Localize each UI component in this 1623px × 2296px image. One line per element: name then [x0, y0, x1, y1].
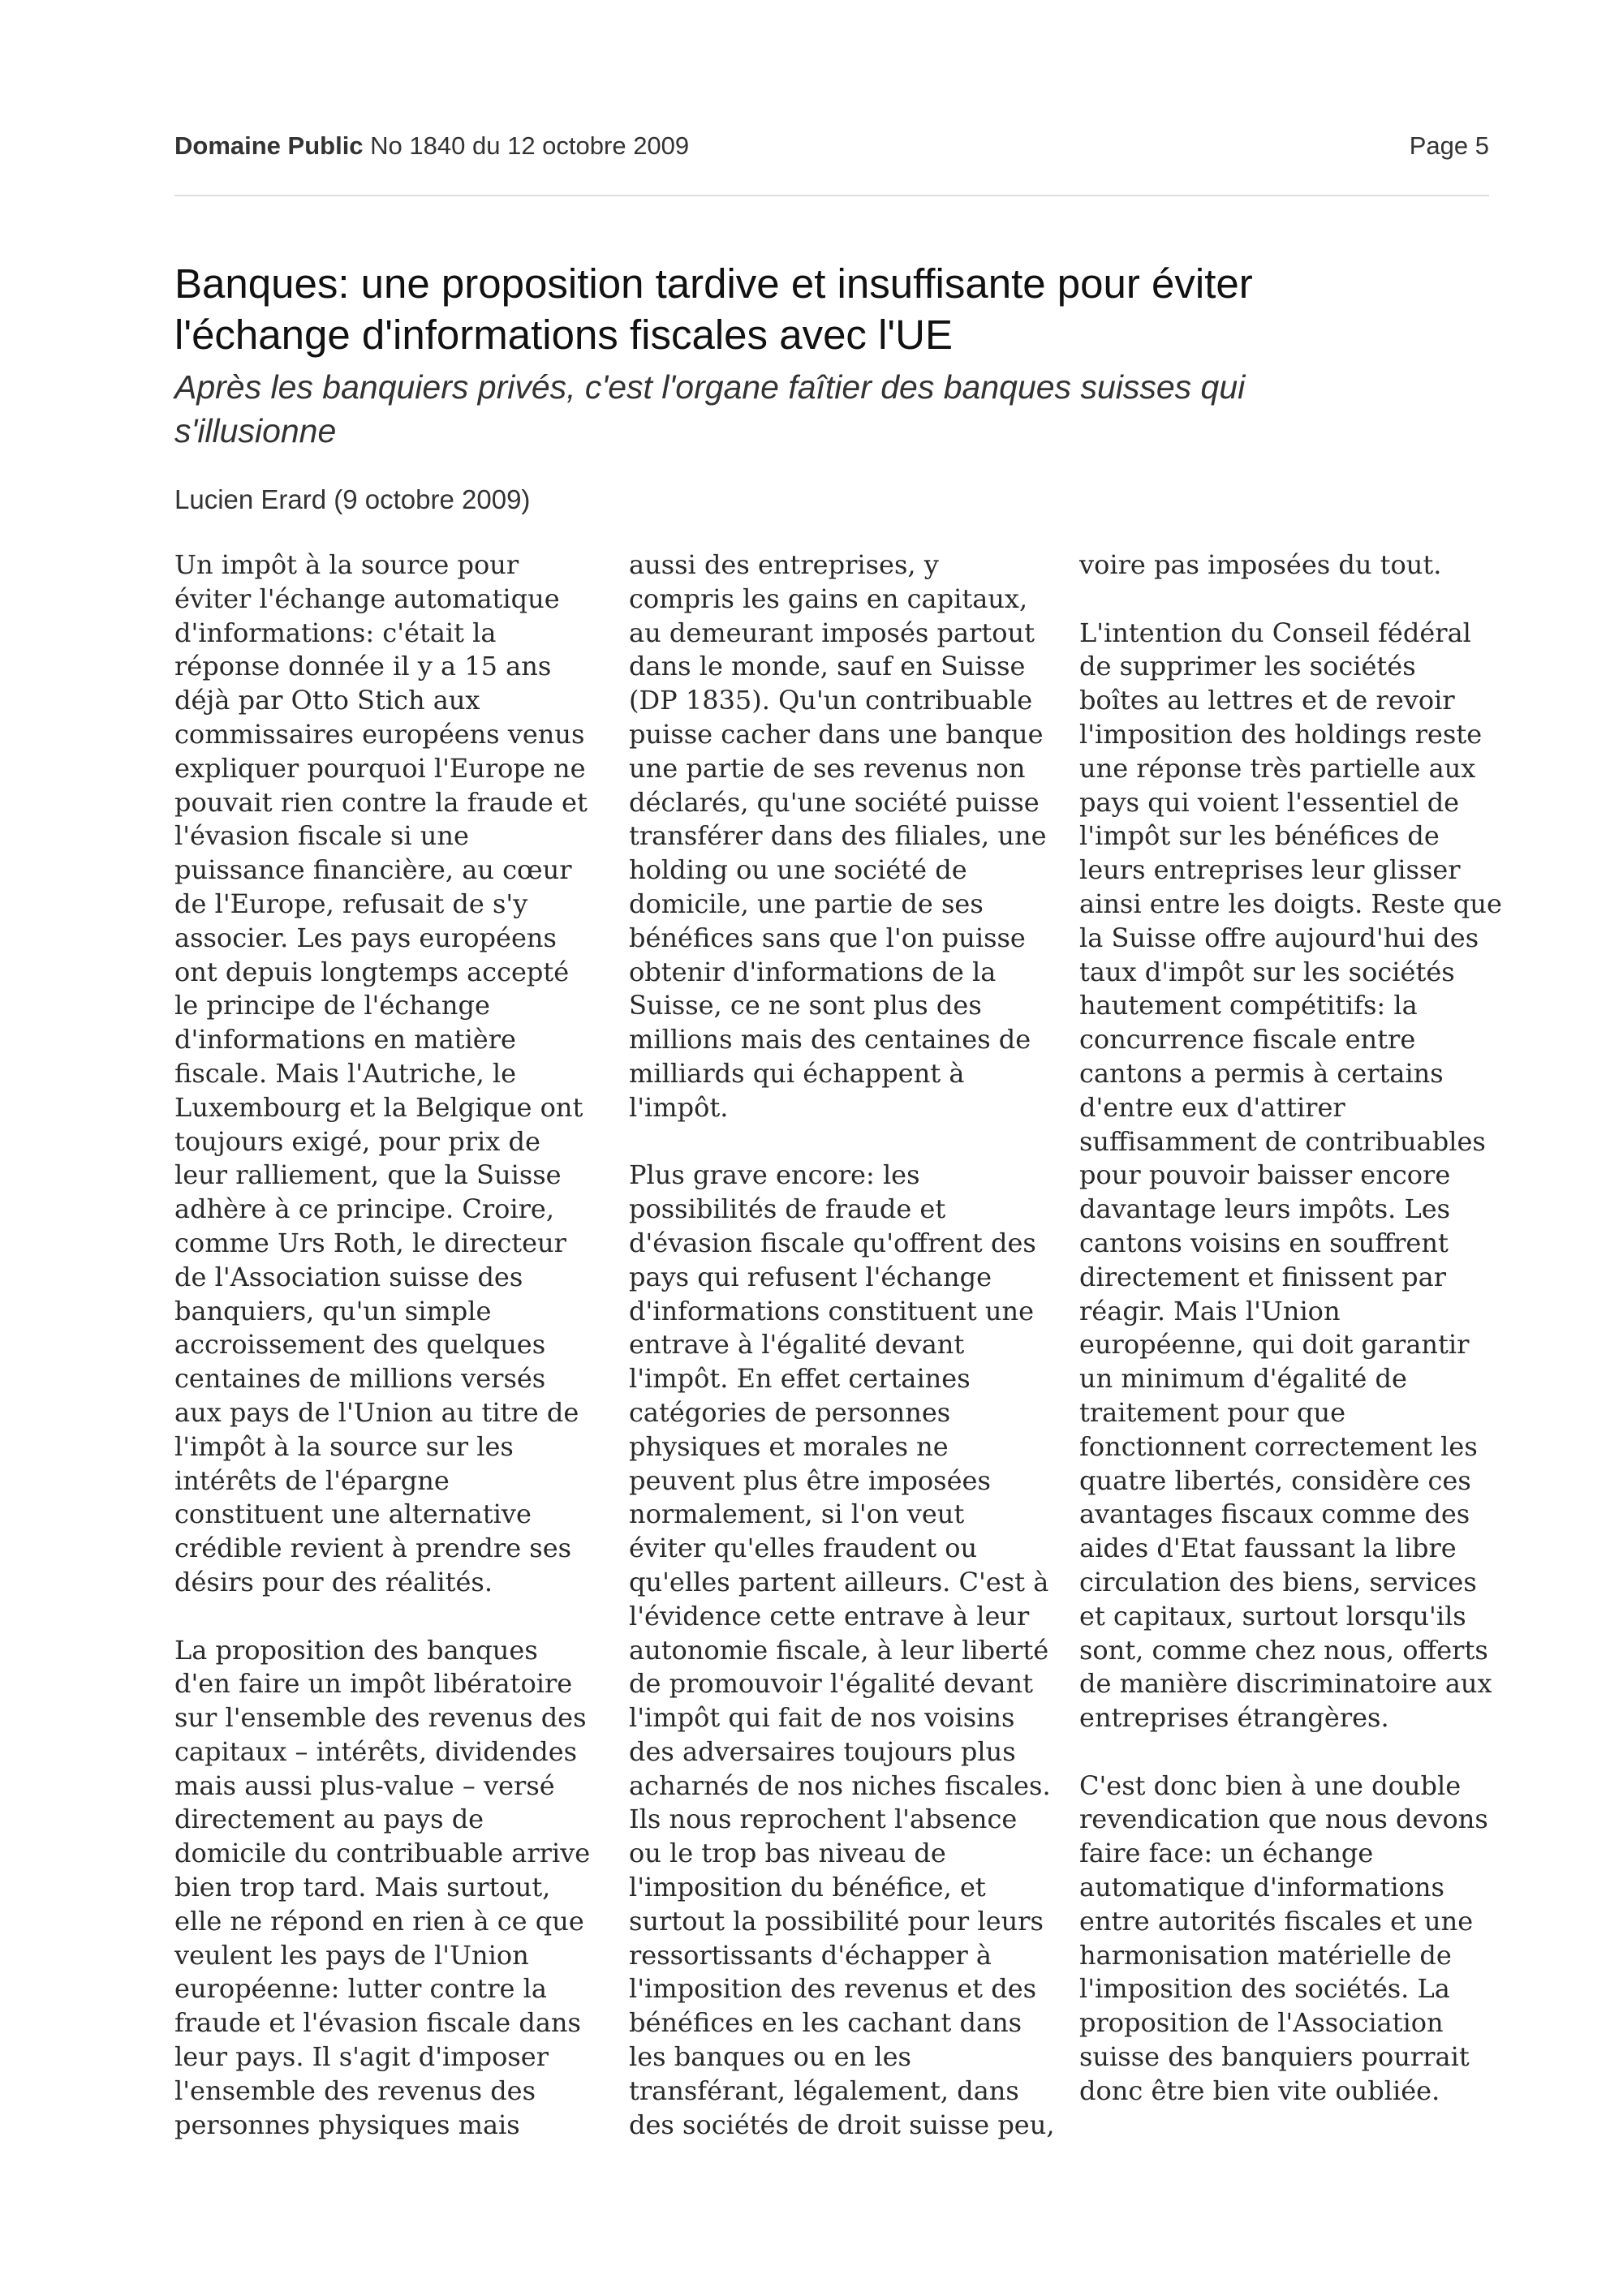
text-line: crédible revient à prendre ses	[174, 1533, 572, 1564]
text-line: holding ou une société de	[629, 854, 967, 886]
text-line: l'ensemble des revenus des	[174, 2075, 536, 2106]
article-subtitle-line: s'illusionne	[174, 412, 337, 449]
text-line: dans le monde, sauf en Suisse	[629, 651, 1026, 682]
text-column-1	[174, 548, 605, 2176]
text-line: l'imposition des revenus et des	[629, 1973, 1037, 2005]
text-line: une partie de ses revenus non	[629, 752, 1026, 784]
text-line: normalement, si l'on veut	[629, 1498, 965, 1530]
text-line: une réponse très partielle aux	[1079, 752, 1476, 784]
text-line: et capitaux, surtout lorsqu'ils	[1079, 1600, 1466, 1632]
text-line: banquiers, qu'un simple	[174, 1295, 492, 1326]
text-line: taux d'impôt sur les sociétés	[1079, 956, 1455, 987]
text-line: bénéfices sans que l'on puisse	[629, 922, 1026, 953]
text-line: faire face: un échange	[1079, 1838, 1374, 1869]
text-line: européenne, qui doit garantir	[1079, 1329, 1470, 1361]
text-line: accroissement des quelques	[174, 1329, 546, 1361]
text-line: capitaux – intérêts, dividendes	[174, 1735, 578, 1767]
text-line: pays qui voient l'essentiel de	[1079, 786, 1460, 818]
text-line: des sociétés de droit suisse peu,	[629, 2109, 1055, 2140]
text-line: Suisse, ce ne sont plus des	[629, 990, 982, 1021]
text-line: d'évasion fiscale qu'offrent des	[629, 1227, 1036, 1258]
text-line: qu'elles partent ailleurs. C'est à	[629, 1566, 1049, 1597]
text-line: aux pays de l'Union au titre de	[174, 1396, 579, 1428]
text-line: déclarés, qu'une société puisse	[629, 786, 1040, 818]
text-line: expliquer pourquoi l'Europe ne	[174, 752, 586, 784]
text-line: leurs entreprises leur glisser	[1079, 854, 1461, 886]
text-line: l'imposition des holdings reste	[1079, 718, 1483, 750]
text-line: suffisamment de contribuables	[1079, 1125, 1486, 1157]
text-line: peuvent plus être imposées	[629, 1464, 991, 1496]
text-line: centaines de millions versés	[174, 1363, 546, 1395]
text-line: circulation des biens, services	[1079, 1566, 1477, 1597]
text-line: traitement pour que	[1079, 1396, 1346, 1428]
text-line: directement et finissent par	[1079, 1261, 1447, 1292]
text-line: Un impôt à la source pour	[174, 549, 519, 580]
article-title-line: l'échange d'informations fiscales avec l'UE	[174, 312, 954, 358]
text-line: mais aussi plus-value – versé	[174, 1769, 555, 1801]
text-line: sont, comme chez nous, offerts	[1079, 1634, 1488, 1666]
text-line: transférer dans des filiales, une	[629, 820, 1047, 852]
text-line: bénéfices en les cachant dans	[629, 2007, 1022, 2039]
text-line: entreprises étrangères.	[1079, 1702, 1389, 1734]
text-line: commissaires européens venus	[174, 718, 585, 750]
text-line: l'imposition des sociétés. La	[1079, 1973, 1450, 2005]
text-line: des adversaires toujours plus	[629, 1735, 1016, 1767]
paragraph	[629, 1159, 1059, 2142]
text-line: puissance financière, au cœur	[174, 854, 572, 886]
text-line: davantage leurs impôts. Les	[1079, 1193, 1451, 1225]
text-line: compris les gains en capitaux,	[629, 583, 1028, 614]
text-line: leur pays. Il s'agit d'imposer	[174, 2041, 549, 2073]
text-line: surtout la possibilité pour leurs	[629, 1905, 1044, 1937]
issue-info: No 1840 du 12 octobre 2009	[370, 131, 690, 160]
text-line: ressortissants d'échapper à	[629, 1939, 992, 1971]
text-line: d'informations en matière	[174, 1024, 516, 1056]
text-line: C'est donc bien à une double	[1079, 1769, 1462, 1801]
publication-name: Domaine Public	[174, 131, 364, 160]
text-line: ainsi entre les doigts. Reste que	[1079, 888, 1502, 919]
text-line: leur ralliement, que la Suisse	[174, 1159, 562, 1191]
byline: Lucien Erard (9 octobre 2009)	[174, 484, 531, 514]
paragraph	[1079, 1769, 1509, 2109]
text-line: acharnés de nos niches fiscales.	[629, 1769, 1051, 1801]
text-line: les banques ou en les	[629, 2041, 911, 2073]
text-line: désirs pour des réalités.	[174, 1566, 493, 1597]
paragraph	[1079, 548, 1509, 583]
paragraph	[174, 548, 605, 1600]
paragraph	[1079, 617, 1509, 1735]
text-line: au demeurant imposés partout	[629, 617, 1035, 648]
text-line: intérêts de l'épargne	[174, 1464, 450, 1496]
text-line: pouvait rien contre la fraude et	[174, 786, 588, 818]
text-line: puisse cacher dans une banque	[629, 718, 1044, 750]
text-line: Plus grave encore: les	[629, 1159, 920, 1191]
article-subtitle-line: Après les banquiers privés, c'est l'organe faîtier des banques suisses qui	[174, 368, 1246, 406]
text-line: européenne: lutter contre la	[174, 1973, 547, 2005]
paragraph	[629, 548, 1059, 1125]
text-line: d'informations constituent une	[629, 1295, 1035, 1326]
text-line: de promouvoir l'égalité devant	[629, 1668, 1033, 1700]
text-line: l'impôt à la source sur les	[174, 1430, 514, 1462]
text-line: La proposition des banques	[174, 1634, 538, 1666]
text-line: de l'Europe, refusait de s'y	[174, 888, 528, 919]
text-line: fiscale. Mais l'Autriche, le	[174, 1057, 517, 1089]
text-line: automatique d'informations	[1079, 1872, 1444, 1903]
text-line: ont depuis longtemps accepté	[174, 956, 570, 987]
text-line: obtenir d'informations de la	[629, 956, 997, 987]
text-line: de l'Association suisse des	[174, 1261, 523, 1292]
text-line: déjà par Otto Stich aux	[174, 685, 480, 716]
text-line: donc être bien vite oubliée.	[1079, 2075, 1440, 2106]
text-line: comme Urs Roth, le directeur	[174, 1227, 566, 1258]
text-line: domicile, une partie de ses	[629, 888, 984, 919]
text-line: L'intention du Conseil fédéral	[1079, 617, 1471, 648]
text-line: l'évasion fiscale si une	[174, 820, 469, 852]
text-line: bien trop tard. Mais surtout,	[174, 1872, 551, 1903]
text-line: veulent les pays de l'Union	[174, 1939, 529, 1971]
text-line: réponse donnée il y a 15 ans	[174, 651, 552, 682]
text-line: de supprimer les sociétés	[1079, 651, 1416, 682]
text-line: harmonisation matérielle de	[1079, 1939, 1452, 1971]
text-line: cantons voisins en souffrent	[1079, 1227, 1449, 1258]
article-title-line: Banques: une proposition tardive et insuffisante pour éviter	[174, 260, 1253, 307]
text-line: boîtes au lettres et de revoir	[1079, 685, 1455, 716]
text-line: l'imposition du bénéfice, et	[629, 1872, 986, 1903]
text-line: pays qui refusent l'échange	[629, 1261, 992, 1292]
article-subtitle	[174, 365, 1505, 453]
text-line: fraude et l'évasion fiscale dans	[174, 2007, 581, 2039]
text-line: concurrence fiscale entre	[1079, 1024, 1416, 1056]
text-line: toujours exigé, pour prix de	[174, 1125, 540, 1157]
paragraph	[174, 1634, 605, 2143]
text-line: constituent une alternative	[174, 1498, 532, 1530]
page-header	[174, 131, 1489, 172]
text-line: aussi des entreprises, y	[629, 549, 939, 580]
text-line: voire pas imposées du tout.	[1079, 549, 1442, 580]
page-number: Page 5	[1409, 131, 1489, 160]
text-line: domicile du contribuable arrive	[174, 1838, 591, 1869]
text-line: personnes physiques mais	[174, 2109, 520, 2140]
text-line: fonctionnent correctement les	[1079, 1430, 1478, 1462]
text-line: catégories de personnes	[629, 1396, 951, 1428]
text-line: transférant, légalement, dans	[629, 2075, 1019, 2106]
header-divider	[174, 195, 1489, 196]
text-line: un minimum d'égalité de	[1079, 1363, 1407, 1395]
text-line: pour pouvoir baisser encore	[1079, 1159, 1451, 1191]
text-line: milliards qui échappent à	[629, 1057, 965, 1089]
text-line: elle ne répond en rien à ce que	[174, 1905, 584, 1937]
article-title	[174, 258, 1505, 360]
text-line: aides d'Etat faussant la libre	[1079, 1533, 1457, 1564]
text-line: de manière discriminatoire aux	[1079, 1668, 1492, 1700]
text-line: ou le trop bas niveau de	[629, 1838, 946, 1869]
text-line: entre autorités fiscales et une	[1079, 1905, 1474, 1937]
text-line: sur l'ensemble des revenus des	[174, 1702, 587, 1734]
text-line: l'évidence cette entrave à leur	[629, 1600, 1030, 1632]
text-line: d'en faire un impôt libératoire	[174, 1668, 573, 1700]
text-line: avantages fiscaux comme des	[1079, 1498, 1470, 1530]
text-line: l'impôt.	[629, 1091, 729, 1123]
text-line: éviter l'échange automatique	[174, 583, 560, 614]
text-line: l'impôt. En effet certaines	[629, 1363, 971, 1395]
text-line: l'impôt qui fait de nos voisins	[629, 1702, 1015, 1734]
text-line: millions mais des centaines de	[629, 1024, 1031, 1056]
text-line: suisse des banquiers pourrait	[1079, 2041, 1470, 2073]
text-line: adhère à ce principe. Croire,	[174, 1193, 555, 1225]
text-line: physiques et morales ne	[629, 1430, 949, 1462]
text-line: le principe de l'échange	[174, 990, 490, 1021]
text-line: autonomie fiscale, à leur liberté	[629, 1634, 1049, 1666]
text-line: associer. Les pays européens	[174, 922, 557, 953]
text-line: cantons a permis à certains	[1079, 1057, 1444, 1089]
text-line: d'entre eux d'attirer	[1079, 1091, 1345, 1123]
text-line: possibilités de fraude et	[629, 1193, 946, 1225]
text-line: revendication que nous devons	[1079, 1804, 1488, 1835]
text-line: réagir. Mais l'Union	[1079, 1295, 1341, 1326]
text-line: directement au pays de	[174, 1804, 484, 1835]
text-line: (DP 1835). Qu'un contribuable	[629, 685, 1033, 716]
text-line: l'impôt sur les bénéfices de	[1079, 820, 1440, 852]
text-line: proposition de l'Association	[1079, 2007, 1444, 2039]
text-line: la Suisse offre aujourd'hui des	[1079, 922, 1479, 953]
text-line: d'informations: c'était la	[174, 617, 497, 648]
text-column-2	[629, 548, 1059, 2176]
text-column-3	[1079, 548, 1509, 2142]
text-line: éviter qu'elles fraudent ou	[629, 1533, 978, 1564]
text-line: Ils nous reprochent l'absence	[629, 1804, 1018, 1835]
text-line: quatre libertés, considère ces	[1079, 1464, 1471, 1496]
text-line: entrave à l'égalité devant	[629, 1329, 965, 1361]
text-line: hautement compétitifs: la	[1079, 990, 1418, 1021]
text-line: Luxembourg et la Belgique ont	[174, 1091, 583, 1123]
